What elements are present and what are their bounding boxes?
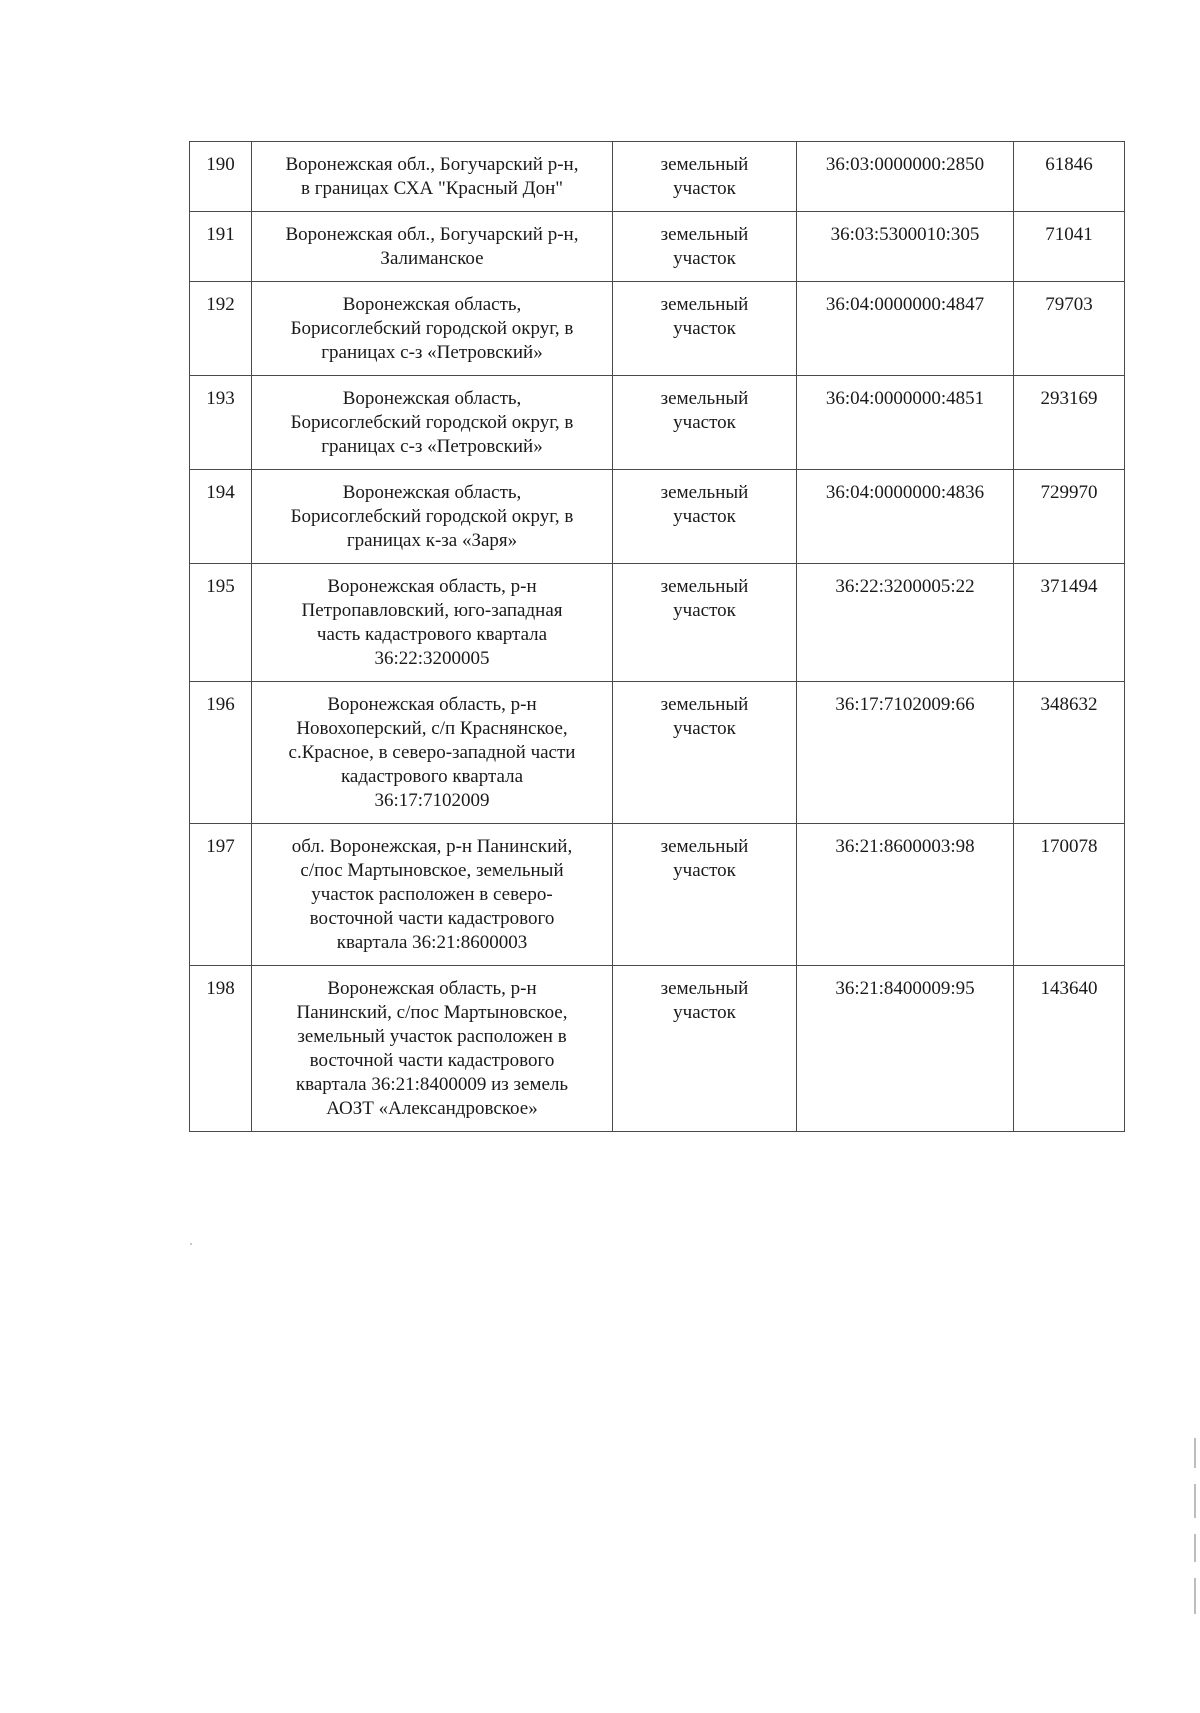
cadastral-number: 36:04:0000000:4847 [797, 282, 1014, 376]
plot-area: 293169 [1014, 376, 1125, 470]
plot-address: Воронежская область, р-н Петропавловский, юго-западная часть кадастрового квартала 36:22:3200005 [252, 564, 613, 682]
plot-area: 79703 [1014, 282, 1125, 376]
table-row [190, 564, 1125, 682]
cadastral-number: 36:04:0000000:4836 [797, 470, 1014, 564]
object-type: земельный участок [613, 966, 797, 1132]
cadastral-number: 36:04:0000000:4851 [797, 376, 1014, 470]
plot-address: Воронежская область, Борисоглебский городской округ, в границах к-за «Заря» [252, 470, 613, 564]
row-number: 192 [190, 282, 252, 376]
object-type: земельный участок [613, 824, 797, 966]
plot-area: 61846 [1014, 142, 1125, 212]
table-row [190, 824, 1125, 966]
cadastral-number: 36:22:3200005:22 [797, 564, 1014, 682]
cadastral-number: 36:03:5300010:305 [797, 212, 1014, 282]
object-type: земельный участок [613, 470, 797, 564]
object-type: земельный участок [613, 376, 797, 470]
row-number: 190 [190, 142, 252, 212]
plot-address: Воронежская обл., Богучарский р-н, в границах СХА "Красный Дон" [252, 142, 613, 212]
table-row [190, 212, 1125, 282]
land-plots-table [189, 141, 1125, 1132]
object-type: земельный участок [613, 142, 797, 212]
plot-area: 348632 [1014, 682, 1125, 824]
plot-address: обл. Воронежская, р-н Панинский, с/пос Мартыновское, земельный участок расположен в северо- восточной части кадастрового квартала 36:21:8600003 [252, 824, 613, 966]
cadastral-number: 36:21:8400009:95 [797, 966, 1014, 1132]
plot-address: Воронежская область, р-н Панинский, с/пос Мартыновское, земельный участок расположен в восточной части кадастрового квартала 36:21:8400009 из земель АОЗТ «Александровское» [252, 966, 613, 1132]
table-row [190, 682, 1125, 824]
cadastral-number: 36:17:7102009:66 [797, 682, 1014, 824]
plot-area: 143640 [1014, 966, 1125, 1132]
scan-edge-marks [1194, 1438, 1197, 1618]
object-type: земельный участок [613, 564, 797, 682]
plot-address: Воронежская область, Борисоглебский городской округ, в границах с-з «Петровский» [252, 282, 613, 376]
plot-area: 71041 [1014, 212, 1125, 282]
row-number: 196 [190, 682, 252, 824]
plot-area: 371494 [1014, 564, 1125, 682]
object-type: земельный участок [613, 282, 797, 376]
row-number: 195 [190, 564, 252, 682]
plot-address: Воронежская область, р-н Новохоперский, с/п Краснянское, с.Красное, в северо-западной части кадастрового квартала 36:17:7102009 [252, 682, 613, 824]
table-body [190, 142, 1125, 1132]
plot-address: Воронежская область, Борисоглебский городской округ, в границах с-з «Петровский» [252, 376, 613, 470]
plot-area: 729970 [1014, 470, 1125, 564]
cadastral-number: 36:03:0000000:2850 [797, 142, 1014, 212]
row-number: 193 [190, 376, 252, 470]
table-row [190, 282, 1125, 376]
plot-area: 170078 [1014, 824, 1125, 966]
table-row [190, 470, 1125, 564]
object-type: земельный участок [613, 682, 797, 824]
cadastral-number: 36:21:8600003:98 [797, 824, 1014, 966]
row-number: 191 [190, 212, 252, 282]
scan-speck [190, 1243, 192, 1245]
row-number: 198 [190, 966, 252, 1132]
row-number: 197 [190, 824, 252, 966]
row-number: 194 [190, 470, 252, 564]
table-row [190, 142, 1125, 212]
table-row [190, 966, 1125, 1132]
plot-address: Воронежская обл., Богучарский р-н, Залиманское [252, 212, 613, 282]
table-row [190, 376, 1125, 470]
object-type: земельный участок [613, 212, 797, 282]
